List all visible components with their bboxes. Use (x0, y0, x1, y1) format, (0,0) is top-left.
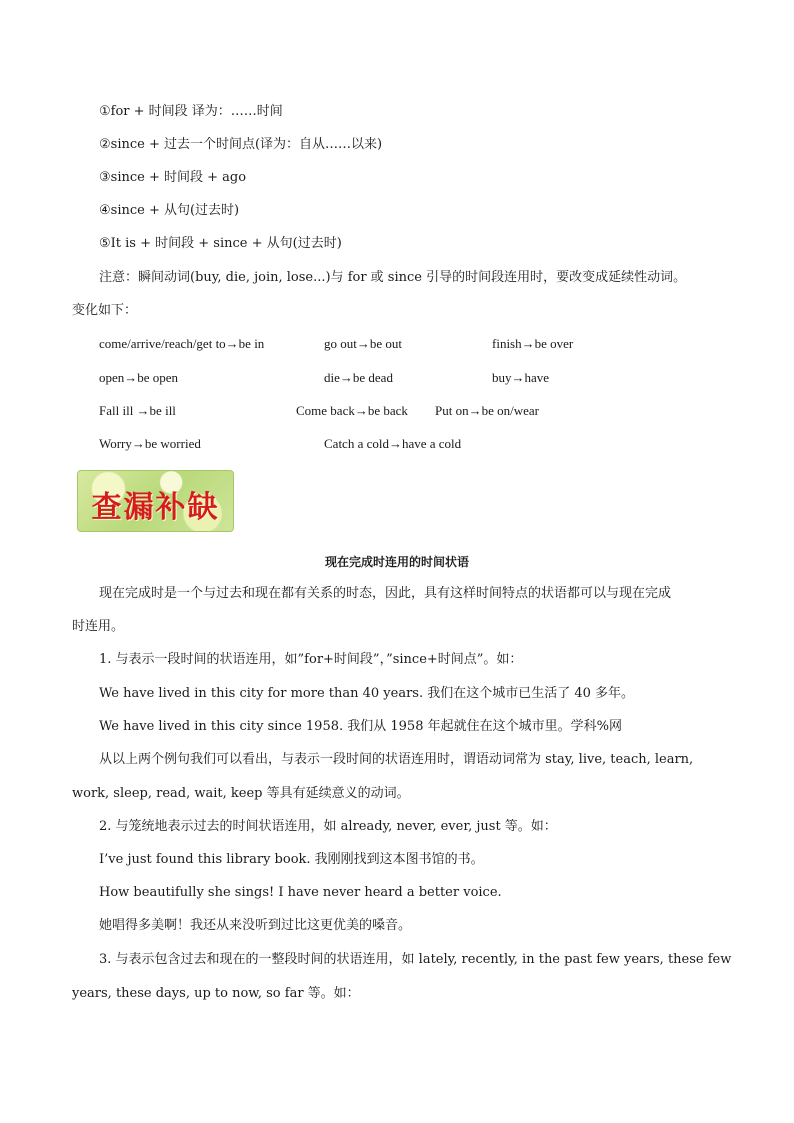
point-1-example-2: We have lived in this city since 1958. 我们从 1958 年起就住在这个城市里。学科%网 (99, 719, 622, 734)
change-item: go out→be out (324, 336, 402, 351)
point-2-example-2-translation: 她唱得多美啊！我还从来没听到过比这更优美的嗓音。 (99, 918, 412, 933)
list-item-since-point: ②since + 过去一个时间点(译为：自从……以来) (99, 137, 383, 152)
note-line-1: 注意：瞬间动词(buy, die, join, lose...)与 for 或 since 引导的时间段连用时，要改变成延续性动词。 (99, 270, 687, 285)
change-item: Catch a cold→have a cold (324, 436, 462, 451)
point-2-example-2: How beautifully she sings! I have never heard a better voice. (99, 885, 502, 900)
section-title: 现在完成时连用的时间状语 (324, 555, 469, 569)
list-item-since-clause: ④since + 从句(过去时) (99, 203, 240, 218)
change-item: buy→have (492, 370, 550, 385)
section-banner (77, 470, 234, 532)
point-3-title-1: 3. 与表示包含过去和现在的一整段时间的状语连用，如 lately, recently, in the past few years, these few (99, 952, 732, 967)
point-3-title-2: years, these days, up to now, so far 等。如： (72, 986, 360, 1001)
point-1-note-2: work, sleep, read, wait, keep 等具有延续意义的动词。 (72, 786, 410, 801)
change-item: die→be dead (324, 370, 393, 385)
point-1-note-1: 从以上两个例句我们可以看出，与表示一段时间的状语连用时，谓语动词常为 stay, live, teach, learn, (99, 752, 694, 767)
note-line-2: 变化如下： (72, 303, 138, 318)
change-item: Put on→be on/wear (435, 403, 539, 418)
list-item-since-ago: ③since + 时间段 + ago (99, 170, 247, 185)
banner-title: 查漏补缺 (91, 490, 220, 525)
point-2-example-1: I’ve just found this library book. 我刚刚找到这本图书馆的书。 (99, 852, 484, 867)
intro-line-2: 时连用。 (72, 619, 125, 634)
change-item: Fall ill →be ill (99, 403, 176, 418)
list-item-for: ①for + 时间段 译为：……时间 (99, 104, 283, 119)
change-item: Come back→be back (296, 403, 408, 418)
change-item: come/arrive/reach/get to→be in (99, 336, 265, 351)
point-1-example-1: We have lived in this city for more than 40 years. 我们在这个城市已生活了 40 多年。 (99, 686, 635, 701)
list-item-it-is: ⑤It is + 时间段 + since + 从句(过去时) (99, 236, 342, 251)
change-item: open→be open (99, 370, 179, 385)
change-item: Worry→be worried (99, 436, 201, 451)
point-1-title: 1. 与表示一段时间的状语连用，如”for+时间段”，”since+时间点”。如： (99, 652, 523, 667)
intro-line-1: 现在完成时是一个与过去和现在都有关系的时态，因此，具有这样时间特点的状语都可以与现在完成 (99, 586, 672, 601)
point-2-title: 2. 与笼统地表示过去的时间状语连用，如 already, never, ever, just 等。如： (99, 819, 557, 834)
change-item: finish→be over (492, 336, 574, 351)
